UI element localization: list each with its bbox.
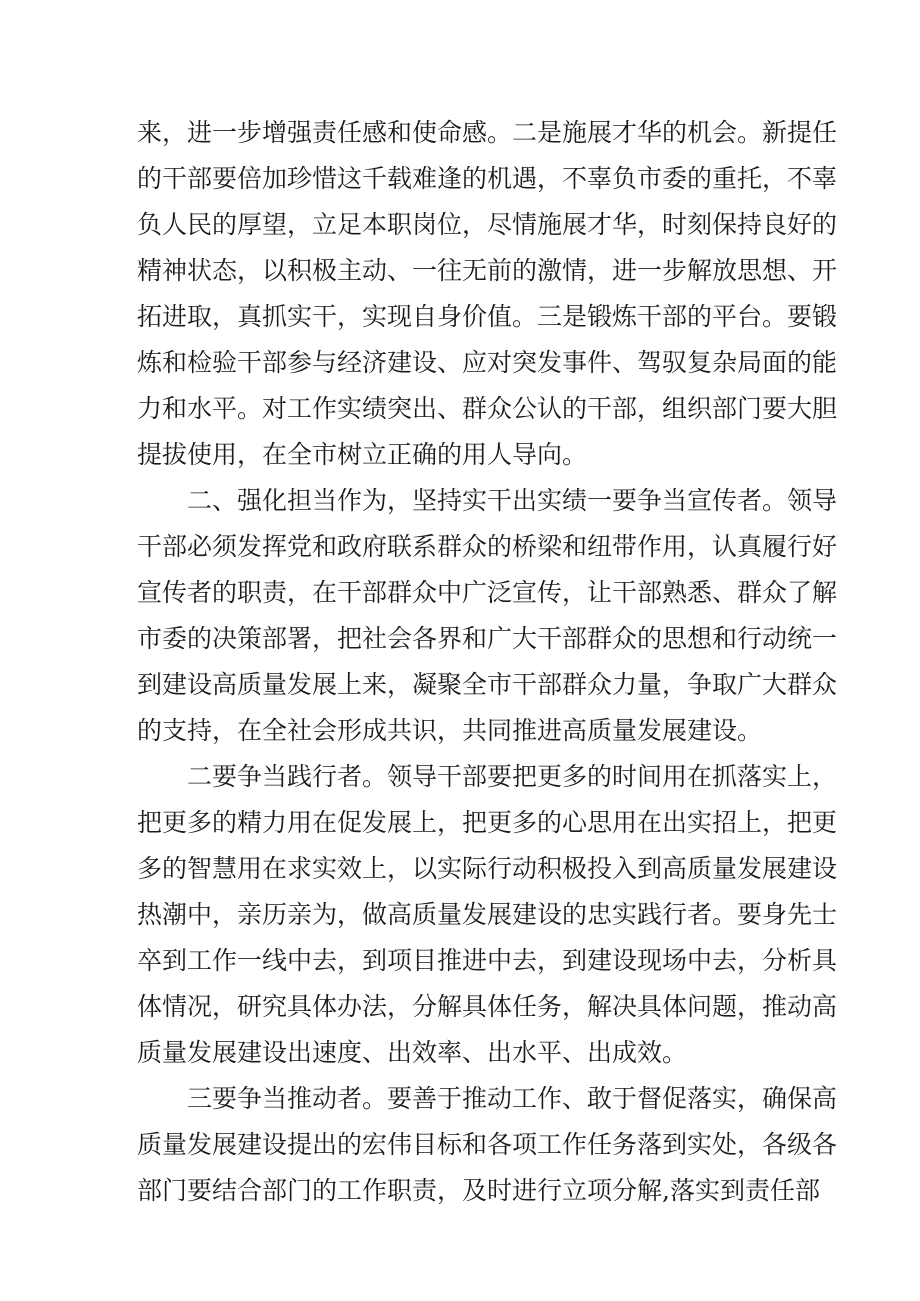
text-line: 的干部要倍加珍惜这千载难逢的机遇，不辜负市委的重托，不辜	[137, 164, 838, 193]
text-line: 卒到工作一线中去，到项目推进中去，到建设现场中去，分析具	[137, 946, 838, 975]
body-text	[137, 110, 838, 1214]
text-line: 质量发展建设出速度、出效率、出水平、出成效。	[137, 1038, 688, 1067]
paragraph-start-line: 二、强化担当作为，坚持实干出实绩一要争当宣传者。领导	[187, 486, 838, 515]
text-line: 把更多的精力用在促发展上，把更多的心思用在出实招上，把更	[137, 808, 838, 837]
text-line: 的支持，在全社会形成共识，共同推进高质量发展建设。	[137, 716, 763, 745]
text-line: 部门要结合部门的工作职责，及时进行立项分解,落实到责任部	[137, 1176, 820, 1205]
text-line: 到建设高质量发展上来，凝聚全市干部群众力量，争取广大群众	[137, 670, 838, 699]
text-line: 炼和检验干部参与经济建设、应对突发事件、驾驭复杂局面的能	[137, 348, 838, 377]
text-line: 力和水平。对工作实绩突出、群众公认的干部，组织部门要大胆	[137, 394, 838, 423]
text-line: 多的智慧用在求实效上，以实际行动积极投入到高质量发展建设	[137, 854, 838, 883]
text-line: 质量发展建设提出的宏伟目标和各项工作任务落到实处，各级各	[137, 1130, 838, 1159]
text-line: 市委的决策部署，把社会各界和广大干部群众的思想和行动统一	[137, 624, 838, 653]
text-line: 宣传者的职责，在干部群众中广泛宣传，让干部熟悉、群众了解	[137, 578, 838, 607]
text-line: 热潮中，亲历亲为，做高质量发展建设的忠实践行者。要身先士	[137, 900, 838, 929]
text-line: 干部必须发挥党和政府联系群众的桥梁和纽带作用，认真履行好	[137, 532, 838, 561]
paragraph-start-line: 三要争当推动者。要善于推动工作、敢于督促落实，确保高	[187, 1084, 838, 1113]
text-line: 负人民的厚望，立足本职岗位，尽情施展才华，时刻保持良好的	[137, 210, 838, 239]
text-line: 来，进一步增强责任感和使命感。二是施展才华的机会。新提任	[137, 118, 838, 147]
text-line: 拓进取，真抓实干，实现自身价值。三是锻炼干部的平台。要锻	[137, 302, 838, 331]
paragraph-start-line: 二要争当践行者。领导干部要把更多的时间用在抓落实上，	[187, 762, 838, 791]
text-line: 体情况，研究具体办法，分解具体任务，解决具体问题，推动高	[137, 992, 838, 1021]
text-line: 提拔使用，在全市树立正确的用人导向。	[137, 440, 588, 469]
text-line: 精神状态，以积极主动、一往无前的激情，进一步解放思想、开	[137, 256, 838, 285]
